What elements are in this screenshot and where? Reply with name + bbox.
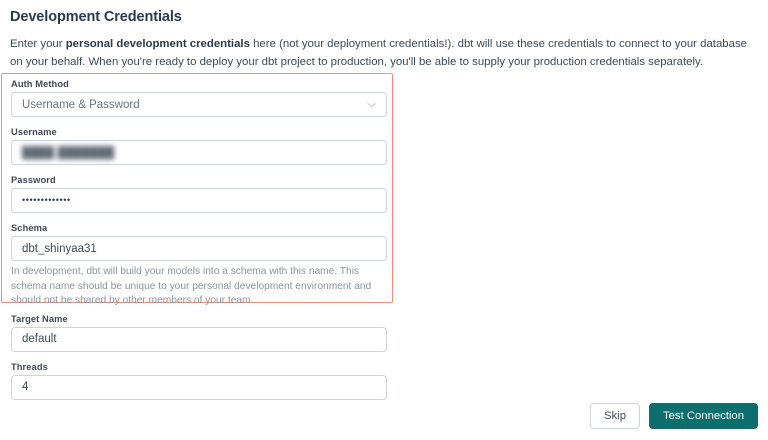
threads-input[interactable]	[11, 375, 387, 400]
schema-label: Schema	[11, 223, 48, 233]
schema-value: dbt_shinyaa31	[22, 242, 97, 255]
footer-actions	[590, 403, 758, 429]
description-after: here (not your deployment credentials!). dbt will use these credentials to connect to your database on your behalf. When you're ready to deploy your dbt project to production, you'll be able to supply your production credentials separately.	[10, 38, 747, 68]
page-title: Development Credentials	[10, 9, 182, 25]
schema-input[interactable]	[11, 236, 387, 261]
threads-field	[11, 362, 387, 400]
password-label: Password	[11, 175, 56, 185]
chevron-down-icon	[366, 99, 377, 110]
description-bold: personal development credentials	[65, 38, 250, 50]
threads-label: Threads	[11, 361, 48, 372]
auth-method-value: Username & Password	[22, 98, 140, 111]
password-field	[11, 175, 387, 213]
username-input[interactable]	[11, 140, 387, 165]
page-description	[10, 35, 758, 71]
schema-field	[11, 223, 387, 309]
description-before: Enter your	[10, 38, 66, 50]
schema-help-text: In development, dbt will build your models into a schema with this name. This schema name should be unique to your personal development environment and should not be shared by other members of your team.	[11, 266, 372, 307]
target-name-label: Target Name	[11, 313, 68, 324]
target-name-field	[11, 314, 387, 352]
auth-method-label: Auth Method	[11, 79, 69, 89]
target-name-input[interactable]	[11, 327, 387, 352]
auth-method-field	[11, 79, 387, 117]
credentials-form	[11, 79, 387, 400]
target-name-value: default	[22, 333, 57, 346]
username-value-redacted: ████ ███████	[22, 146, 115, 159]
skip-button[interactable]: Skip	[590, 403, 640, 429]
threads-value: 4	[22, 381, 29, 394]
test-connection-button[interactable]: Test Connection	[649, 403, 758, 429]
username-label: Username	[11, 127, 57, 137]
username-field	[11, 127, 387, 165]
password-value-masked: •••••••••••••	[22, 195, 71, 205]
auth-method-select[interactable]	[11, 92, 387, 117]
password-input[interactable]	[11, 188, 387, 213]
